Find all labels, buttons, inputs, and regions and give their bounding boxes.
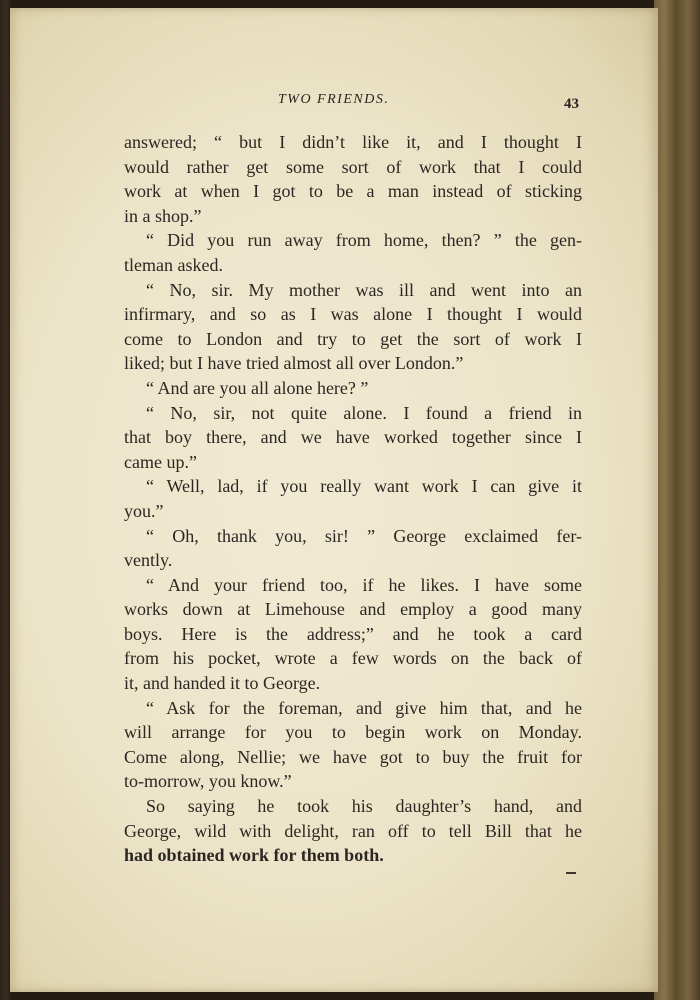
text-line: had obtained work for them both. xyxy=(124,845,384,866)
text-line: George, wild with delight, ran off to tell Bill that he xyxy=(124,820,582,841)
text-line: “ No, sir. My mother was ill and went into an xyxy=(146,279,582,300)
text-line: that boy there, and we have worked together since I xyxy=(124,427,582,448)
text-line: it, and handed it to George. xyxy=(124,673,321,694)
text-line: from his pocket, wrote a few words on the back of xyxy=(124,648,582,669)
text-line: “ Ask for the foreman, and give him that, and he xyxy=(146,697,582,718)
text-line: “ Well, lad, if you really want work I can give it xyxy=(146,476,582,497)
text-line: work at when I got to be a man instead of sticking xyxy=(124,181,582,202)
body-text xyxy=(124,130,582,868)
book-edge xyxy=(654,0,700,1000)
text-line: you.” xyxy=(124,500,164,521)
text-line: come to London and try to get the sort of work I xyxy=(124,328,582,349)
text-line: “ Oh, thank you, sir! ” George exclaimed fer- xyxy=(146,525,582,546)
text-line: will arrange for you to begin work on Monday. xyxy=(124,722,582,743)
printer-mark xyxy=(566,872,576,874)
text-line: “ No, sir, not quite alone. I found a friend in xyxy=(146,402,582,423)
text-line: “ And your friend too, if he likes. I have some xyxy=(146,574,582,595)
running-title: TWO FRIENDS. xyxy=(278,92,390,107)
text-line: came up.” xyxy=(124,451,197,472)
text-line: works down at Limehouse and employ a good many xyxy=(124,599,582,620)
text-line: Come along, Nellie; we have got to buy the fruit for xyxy=(124,746,582,767)
text-line: So saying he took his daughter’s hand, and xyxy=(146,796,582,817)
text-line: tleman asked. xyxy=(124,254,223,275)
text-line: to-morrow, you know.” xyxy=(124,771,292,792)
text-line: infirmary, and so as I was alone I thought I would xyxy=(124,304,582,325)
text-line: “ And are you all alone here? ” xyxy=(146,377,369,398)
text-line: “ Did you run away from home, then? ” the gen- xyxy=(146,230,582,251)
text-line: would rather get some sort of work that I could xyxy=(124,156,582,177)
page-number: 43 xyxy=(564,96,579,112)
text-line: answered; “ but I didn’t like it, and I thought I xyxy=(124,132,582,152)
text-line: boys. Here is the address;” and he took a card xyxy=(124,623,582,644)
text-line: vently. xyxy=(124,550,173,571)
text-line: liked; but I have tried almost all over London.” xyxy=(124,353,464,374)
text-line: in a shop.” xyxy=(124,205,202,226)
